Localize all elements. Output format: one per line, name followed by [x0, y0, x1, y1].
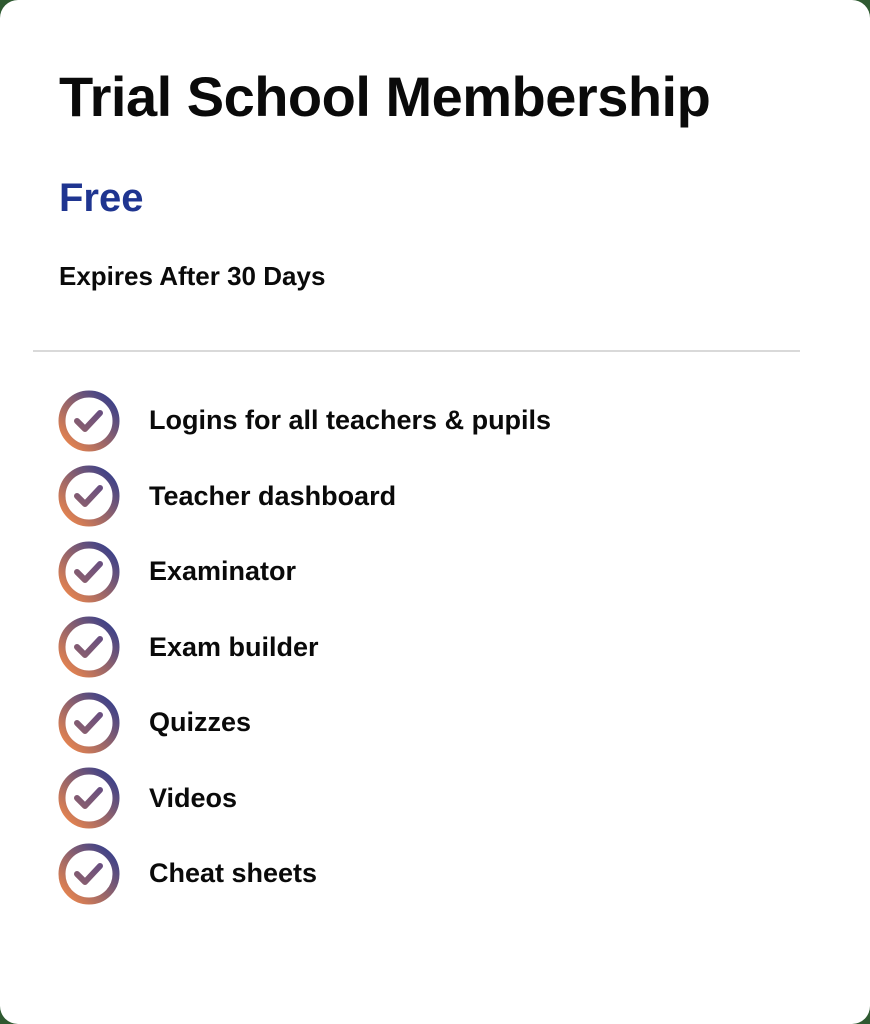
check-circle-icon: [58, 465, 120, 527]
feature-item: [58, 383, 551, 459]
feature-item: [58, 685, 551, 761]
check-circle-icon: [58, 843, 120, 905]
feature-label: Videos: [149, 782, 238, 813]
divider: [33, 350, 800, 352]
plan-price: Free: [59, 176, 144, 220]
check-circle-icon: [58, 390, 120, 452]
feature-item: [58, 459, 551, 535]
feature-list: [58, 383, 551, 912]
check-circle-icon: [58, 541, 120, 603]
check-circle-icon: [58, 692, 120, 754]
check-circle-icon: [58, 616, 120, 678]
check-circle-icon: [58, 767, 120, 829]
feature-label: Examinator: [149, 556, 297, 587]
feature-item: [58, 836, 551, 912]
feature-label: Quizzes: [149, 707, 252, 738]
plan-expiry: Expires After 30 Days: [59, 261, 326, 291]
feature-item: [58, 610, 551, 686]
feature-item: [58, 534, 551, 610]
feature-label: Cheat sheets: [149, 858, 318, 889]
feature-label: Teacher dashboard: [149, 480, 397, 511]
plan-title: Trial School Membership: [59, 65, 711, 128]
feature-item: [58, 761, 551, 837]
feature-label: Exam builder: [149, 631, 319, 662]
feature-label: Logins for all teachers & pupils: [149, 405, 552, 436]
